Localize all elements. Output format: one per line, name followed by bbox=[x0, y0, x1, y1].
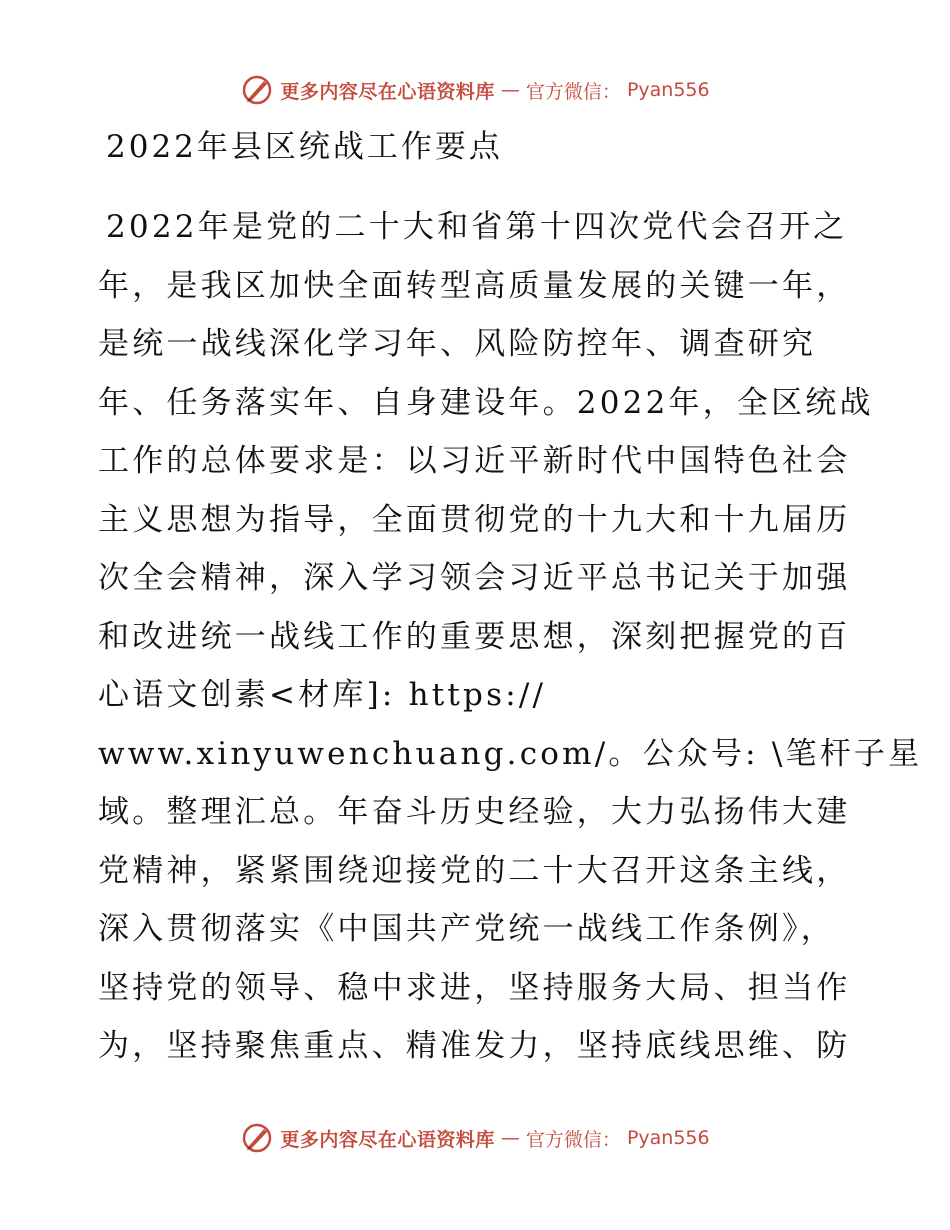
pen-circle-logo-icon bbox=[240, 73, 274, 107]
body-line-11: 域。整理汇总。年奋斗历史经验，大力弘扬伟大建 bbox=[98, 794, 851, 830]
body-line-4: 年、任务落实年、自身建设年。2022年，全区统战 bbox=[98, 384, 874, 421]
body-line-3: 是统一战线深化学习年、风险防控年、调查研究 bbox=[98, 326, 817, 362]
pen-circle-logo-icon bbox=[240, 1121, 274, 1155]
header-watermark-banner bbox=[0, 70, 950, 110]
banner-account: Pyan556 bbox=[626, 79, 710, 101]
body-line-7: 次全会精神，深入学习领会习近平总书记关于加强 bbox=[98, 560, 851, 596]
body-line-9: 心语文创素<材库]: https:// bbox=[98, 677, 547, 713]
body-line-13: 深入贯彻落实《中国共产党统一战线工作条例》， bbox=[98, 911, 835, 947]
banner-account: Pyan556 bbox=[626, 1127, 710, 1149]
body-line-10: www.xinyuwenchuang.com/。公众号: \笔杆子星 bbox=[98, 735, 923, 772]
banner-dash: — bbox=[500, 1127, 520, 1149]
banner-dash: — bbox=[500, 79, 520, 101]
body-line-14: 坚持党的领导、稳中求进，坚持服务大局、担当作 bbox=[98, 969, 851, 1006]
banner-official-label: 官方微信： bbox=[525, 80, 621, 103]
body-line-12: 党精神，紧紧围绕迎接党的二十大召开这条主线， bbox=[98, 852, 851, 889]
banner-official-label: 官方微信： bbox=[525, 1128, 621, 1151]
body-line-15: 为，坚持聚焦重点、精准发力，坚持底线思维、防 bbox=[98, 1028, 851, 1064]
body-line-1: 2022年是党的二十大和省第十四次党代会召开之 bbox=[106, 209, 848, 245]
document-body bbox=[98, 198, 923, 1076]
banner-main-text: 更多内容尽在心语资料库 bbox=[280, 80, 495, 103]
banner-main-text: 更多内容尽在心语资料库 bbox=[280, 1128, 495, 1151]
document-title: 2022年县区统战工作要点 bbox=[106, 129, 503, 165]
body-line-6: 主义思想为指导，全面贯彻党的十九大和十九届历 bbox=[98, 501, 851, 538]
body-line-5: 工作的总体要求是：以习近平新时代中国特色社会 bbox=[98, 443, 851, 479]
body-line-2: 年，是我区加快全面转型高质量发展的关键一年， bbox=[98, 267, 851, 304]
body-line-8: 和改进统一战线工作的重要思想，深刻把握党的百 bbox=[98, 618, 851, 655]
footer-watermark-banner bbox=[0, 1118, 950, 1158]
